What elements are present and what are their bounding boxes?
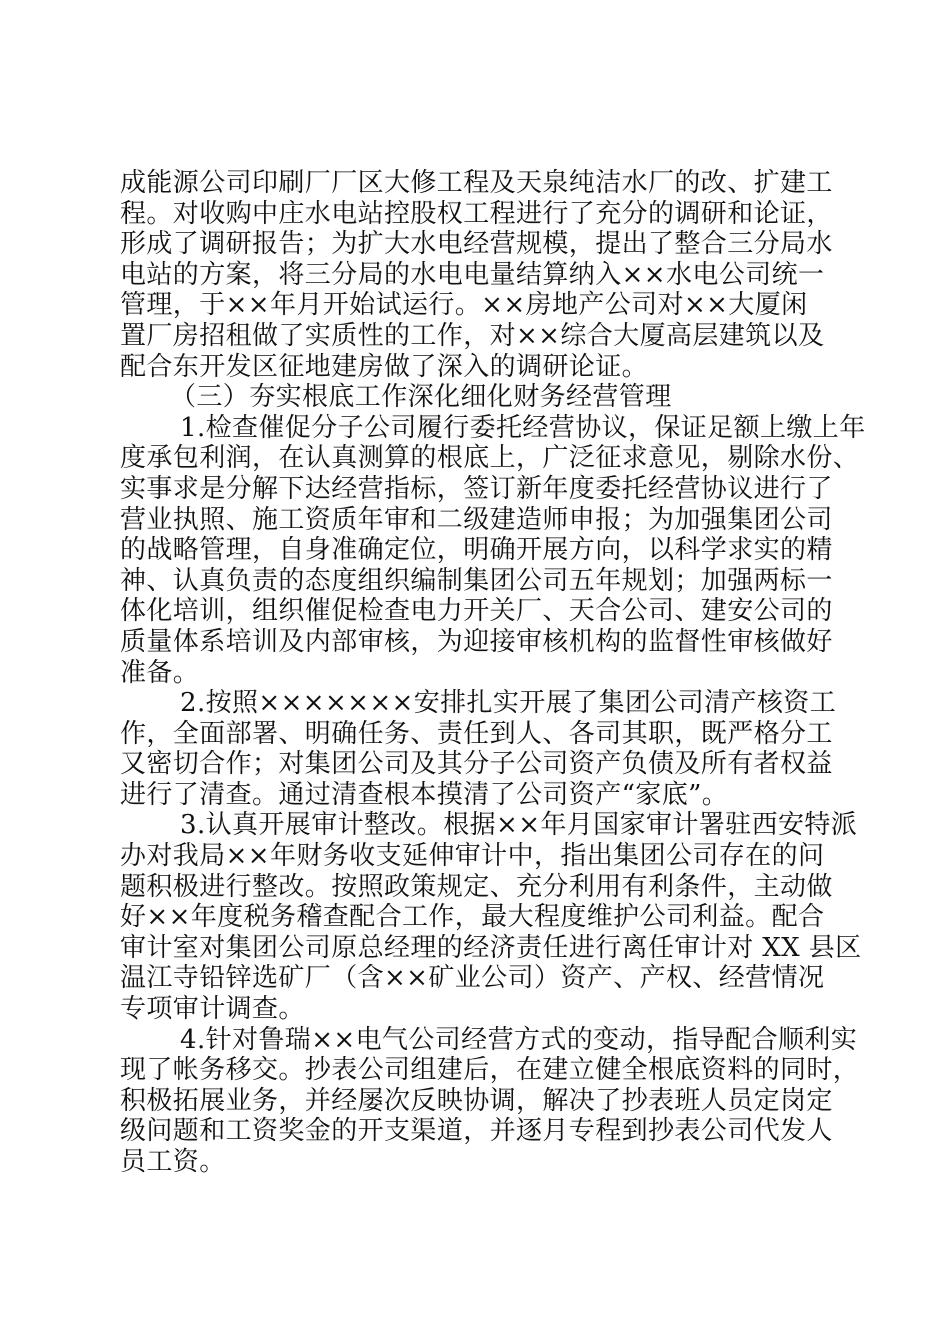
text-line: 专项审计调查。: [120, 994, 305, 1025]
text-line: 成能源公司印刷厂厂区大修工程及天泉纯洁水厂的改、扩建工: [120, 168, 833, 198]
text-line: 准备。: [120, 657, 200, 688]
text-line: 员工资。: [120, 1147, 226, 1177]
text-line: 度承包利润，在认真测算的根底上，广泛征求意见，剔除水份、: [120, 443, 860, 474]
text-line: 形成了调研报告；为扩大水电经营规模，提出了整合三分局水: [120, 229, 833, 260]
text-line: （三）夯实根底工作深化细化财务经营管理: [170, 382, 672, 413]
paragraph: [120, 412, 866, 688]
text-line: 实事求是分解下达经营指标，签订新年度委托经营协议进行了: [120, 473, 833, 504]
text-line: 电站的方案，将三分局的水电电量结算纳入××水电公司统一: [120, 259, 825, 290]
text-line: 体化培训，组织催促检查电力开关厂、天合公司、建安公司的: [120, 596, 833, 627]
text-line: 进行了清查。通过清查根本摸清了公司资产“家底”。: [120, 779, 729, 810]
text-line: 1.检查催促分子公司履行委托经营协议，保证足额上缴上年: [180, 412, 866, 443]
paragraph: [120, 688, 850, 810]
text-line: 审计室对集团公司原总经理的经济责任进行离任审计对 XX 县区: [120, 932, 862, 963]
text-line: 作，全面部署、明确任务、责任到人、各司其职，既严格分工: [120, 718, 833, 749]
section-heading: [120, 382, 850, 413]
text-line: 程。对收购中庄水电站控股权工程进行了充分的调研和论证，: [120, 198, 833, 229]
text-line: 营业执照、施工资质年审和二级建造师申报；为加强集团公司: [120, 504, 833, 535]
text-line: 置厂房招租做了实质性的工作，对××综合大厦高层建筑以及: [120, 320, 825, 351]
paragraph: [120, 810, 862, 1025]
text-line: 好××年度税务稽查配合工作，最大程度维护公司利益。配合: [120, 902, 825, 933]
paragraph: [120, 168, 850, 382]
text-line: 配合东开发区征地建房做了深入的调研论证。: [120, 351, 649, 382]
text-line: 神、认真负责的态度组织编制集团公司五年规划；加强两标一: [120, 565, 833, 596]
text-line: 积极拓展业务，并经屡次反映协调，解决了抄表班人员定岗定: [120, 1085, 833, 1116]
text-line: 温江寺铅锌选矿厂（含××矿业公司）资产、产权、经营情况: [120, 963, 825, 994]
paragraph: [120, 1024, 860, 1178]
text-line: 质量体系培训及内部审核，为迎接审核机构的监督性审核做好: [120, 626, 833, 657]
document-body: [120, 168, 866, 1178]
text-line: 4.针对鲁瑞××电气公司经营方式的变动，指导配合顺利实: [180, 1024, 858, 1055]
text-line: 的战略管理，自身准确定位，明确开展方向，以科学求实的精: [120, 535, 833, 566]
text-line: 办对我局××年财务收支延伸审计中，指出集团公司存在的问: [120, 841, 825, 872]
text-line: 3.认真开展审计整改。根据××年月国家审计署驻西安特派: [180, 810, 858, 841]
text-line: 2.按照×××××××安排扎实开展了集团公司清产核资工: [180, 688, 837, 719]
text-line: 又密切合作；对集团公司及其分子公司资产负债及所有者权益: [120, 749, 833, 780]
text-line: 级问题和工资奖金的开支渠道，并逐月专程到抄表公司代发人: [120, 1116, 833, 1147]
text-line: 管理，于××年月开始试运行。××房地产公司对××大厦闲: [120, 290, 808, 321]
text-line: 题积极进行整改。按照政策规定、充分利用有利条件，主动做: [120, 871, 833, 902]
text-line: 现了帐务移交。抄表公司组建后，在建立健全根底资料的同时，: [120, 1055, 860, 1086]
